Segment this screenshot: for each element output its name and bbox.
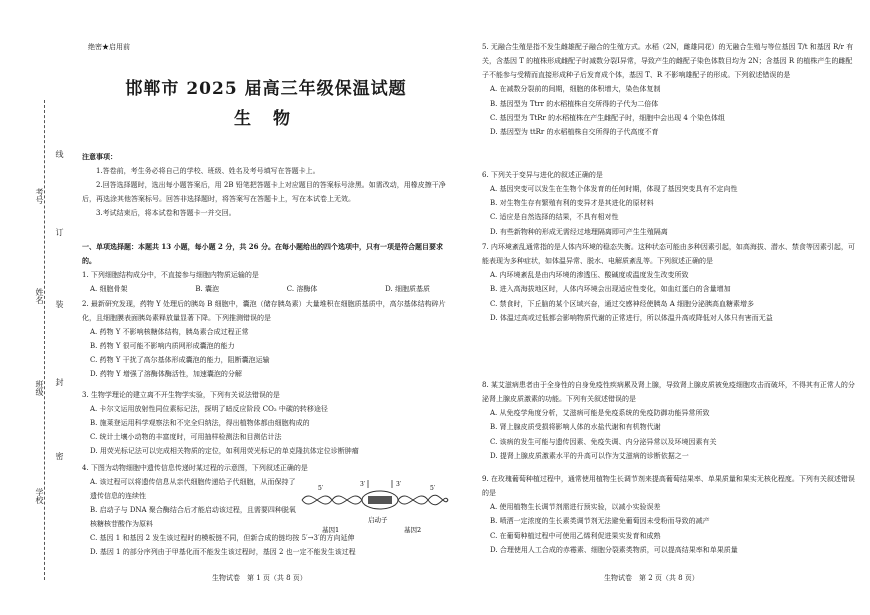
option: A. 细胞骨架 — [90, 285, 128, 293]
option: B. 启动子与 DNA 聚合酶结合后才能启动该过程，且需要四种脱氧核糖核苷酸作为原料 — [90, 506, 296, 528]
question-1 — [82, 268, 450, 296]
option: C. 溶酶体 — [286, 285, 318, 293]
option: B. 肾上腺皮质受损将影响人体的水盐代谢和有机物代谢 — [490, 423, 661, 432]
option: D. 提肾上腺皮质激素水平的升高可以作为艾滋病的诊断依据之一 — [490, 451, 689, 460]
option: B. 喷洒一定浓度的生长素类调节剂无法避免葡萄因未受粉而导致的减产 — [490, 517, 710, 526]
option: A. 卡尔文运用放射性同位素标记法，探明了暗反应阶段 CO₂ 中碳的转移途径 — [90, 405, 328, 413]
exam-title: 邯郸市 2025 届高三年级保温试题 — [125, 79, 407, 99]
option: C. 该病的发生可能与遗传因素、免疫失调、内分泌异常以及环境因素有关 — [490, 437, 717, 446]
notes-section — [82, 150, 450, 220]
diagram-label: 基因1 — [322, 526, 340, 534]
note-item: 1.答卷前，考生务必将自己的学校、班级、姓名及考号填写在答题卡上。 — [96, 167, 320, 175]
option: D. 基因型为 ttRr 的水稻植株自交所得的子代高度不育 — [490, 127, 659, 136]
notes-heading: 注意事项： — [82, 152, 117, 161]
option: C. 药物 Y 干扰了高尔基体形成囊泡的能力，阻断囊泡运输 — [90, 356, 270, 364]
option: C. 在葡萄种植过程中可使用乙烯利促进果实发育和成熟 — [490, 531, 661, 540]
question-5 — [482, 40, 857, 139]
option: C. 基因型为 TtRr 的水稻植株在产生雌配子时，细胞中会出现 4 个染色体组 — [490, 113, 726, 122]
option: A. 在减数分裂前的间期，细胞的体积增大，染色体复制 — [490, 85, 661, 94]
option: C. 统计土壤小动物的丰富度时，可用抽样检测法和目测估计法 — [90, 433, 282, 441]
page-footer-left: 生物试卷 第 1 页（共 8 页） — [212, 574, 307, 582]
option: B. 基因型为 Ttrr 的水稻植株自交所得的子代为二倍体 — [490, 99, 659, 108]
binding-char-ding: 订 — [55, 228, 64, 236]
binding-char-feng: 封 — [55, 378, 64, 386]
question-8 — [482, 378, 857, 463]
option: B. 进入高海拔地区时，人体内环境会出现适应性变化，如血红蛋白的含量增加 — [490, 285, 731, 294]
subject-title: 生 物 — [234, 109, 298, 129]
diagram-label: 3′ — [396, 481, 402, 488]
page-footer-right: 生物试卷 第 2 页（共 8 页） — [604, 574, 699, 582]
option: B. 施莱登运用科学观察法和不完全归纳法，得出植物体都由细胞构成的 — [90, 419, 310, 427]
question-stem: 1. 下列细胞结构成分中，不直接参与细胞内物质运输的是 — [82, 271, 259, 279]
binding-char-xian: 线 — [55, 150, 64, 158]
note-item: 3.考试结束后，将本试卷和答题卡一并交回。 — [96, 209, 236, 217]
diagram-label: 启动子 — [368, 516, 388, 524]
diagram-label: 基因2 — [404, 526, 422, 534]
option: C. 基因 1 和基因 2 发生该过程时的模板链不同，但新合成的链均按 5′→3′的方向延伸 — [90, 534, 355, 542]
option: B. 对生物生存有繁殖有利的变异才是其进化的原材料 — [490, 199, 654, 208]
diagram-label: 3′ — [360, 481, 366, 488]
option: D. 细胞质基质 — [385, 285, 430, 293]
option: D. 有些新物种的形成无需经过地理隔离即可产生生殖隔离 — [490, 227, 668, 236]
class-label: 班级 — [35, 380, 44, 396]
option: A. 该过程可以将遗传信息从亲代细胞传递给子代细胞，从而保持了遗传信息的连续性 — [90, 478, 296, 500]
question-6 — [482, 168, 857, 239]
diagram-label: 5′ — [318, 485, 324, 492]
option: B. 囊泡 — [195, 285, 219, 293]
note-item: 2.回答选择题时，选出每小题答案后，用 2B 铅笔把答题卡上对应题目的答案标号涂黑。如需改动，用橡皮擦干净后，再选涂其他答案标号。回答非选择题时，将答案写在答题卡上，写在本试卷上无效。 — [82, 181, 446, 203]
question-3 — [82, 388, 450, 458]
option: D. 药物 Y 增强了溶酶体酶活性，加速囊泡的分解 — [90, 370, 242, 378]
school-label: 学校 — [35, 488, 44, 504]
id-label: 考号 — [35, 188, 44, 204]
diagram-label: 5′ — [430, 485, 436, 492]
option: A. 内环境紊乱是由内环境的渗透压、酸碱度或温度发生改变所致 — [490, 271, 689, 280]
options-row — [82, 282, 450, 296]
secret-mark: 绝密★启用前 — [88, 43, 130, 51]
binding-char-zhuang: 装 — [55, 300, 64, 308]
option: A. 从免疫学角度分析，艾滋病可能是免疫系统的免疫防御功能异常所致 — [490, 409, 710, 418]
name-label: 姓名 — [35, 288, 44, 304]
question-stem: 3. 生物学理论的建立离不开生物学实验，下列有关说法错误的是 — [82, 391, 280, 399]
question-stem: 6. 下列关于变异与进化的叙述正确的是 — [482, 171, 603, 179]
option: D. 用荧光标记法可以完成相关物质的定位，如利用荧光标记的单克隆抗体定位诊断肿瘤 — [90, 447, 359, 455]
question-stem: 8. 某艾滋病患者由于全身性的自身免疫性疾病累及肾上腺，导致肾上腺皮质被免疫细胞攻击而破坏，不得其有正常人的分泌肾上腺皮质激素的功能。下列有关叙述错误的是 — [482, 381, 855, 404]
question-2 — [82, 297, 450, 381]
dna-strand-left-b — [302, 496, 362, 504]
option: D. 体温过高或过低都会影响物质代谢的正常进行，所以体温升高或降低对人体只有害而无益 — [490, 313, 773, 322]
binding-margin — [0, 0, 70, 615]
binding-char-mi: 密 — [55, 452, 64, 460]
option: D. 基因 1 的部分序列由于甲基化而不能发生该过程时，基因 2 也一定不能发生该过程 — [90, 548, 356, 556]
question-9 — [482, 472, 857, 557]
option: B. 药物 Y 很可能不影响内质网形成囊泡的能力 — [90, 342, 235, 350]
promoter-region — [368, 496, 392, 504]
question-stem: 2. 最新研究发现，药物 Y 处理后的胰岛 B 细胞中，囊泡（储存胰岛素）大量堆积在细胞质基质中，高尔基体结构碎片化，且细胞膜表面胰岛素释放量显著下降。下列推测错误的是 — [82, 300, 446, 322]
question-stem: 5. 无融合生殖是指不发生雌雄配子融合的生殖方式。水稻（2N，雌雄同花）的无融合生殖与等位基因 T/t 和基因 R/r 有关，含基因 T 的植株形成雌配子时减数分裂Ⅰ异常，导致产生的雌配子染色体数目均为 2N；含基因 R 的植株产生的雌配子不能参与受精而直接形成种子后发育成个体，基因 T、R 不影响雄配子的形成。下列叙述错误的是 — [482, 43, 854, 80]
transcription-diagram — [300, 478, 450, 538]
option: D. 合理使用人工合成的赤霉素、细胞分裂素类物质，可以提高结果率和单果质量 — [490, 545, 738, 554]
section-heading: 一、单项选择题：本题共 13 小题，每小题 2 分，共 26 分。在每小题给出的四个选项中，只有一项是符合题目要求的。 — [82, 242, 443, 265]
question-stem: 4. 下图为动物细胞中遗传信息传递时某过程的示意图，下列叙述正确的是 — [82, 464, 308, 472]
option: A. 基因突变可以发生在生物个体发育的任何时期，体现了基因突变具有不定向性 — [490, 185, 738, 194]
option: A. 药物 Y 不影响核糖体结构，胰岛素合成过程正常 — [90, 328, 249, 336]
option: A. 使用植物生长调节剂需进行预实验，以减小实验误差 — [490, 503, 661, 512]
question-stem: 7. 内环境紊乱通常指的是人体内环境的稳态失衡。这种状态可能由多种因素引起，如高海拔、潜水、禁食等因素引起，可能表现为多种症状，如体温异常、脱水、电解质紊乱等。下列叙述正确的是 — [482, 243, 855, 266]
question-7 — [482, 240, 857, 325]
question-stem: 9. 在玫瑰葡萄种植过程中，通常使用植物生长调节剂来提高葡萄结果率、单果质量和果实无核化程度。下列有关叙述错误的是 — [482, 475, 855, 498]
option: C. 适应是自然选择的结果，不具有相对性 — [490, 213, 619, 222]
option: C. 禁食时，下丘脑的某个区域兴奋，通过交感神经使胰岛 A 细胞分泌胰高血糖素增多 — [490, 299, 755, 308]
binding-dash-line — [44, 100, 45, 580]
